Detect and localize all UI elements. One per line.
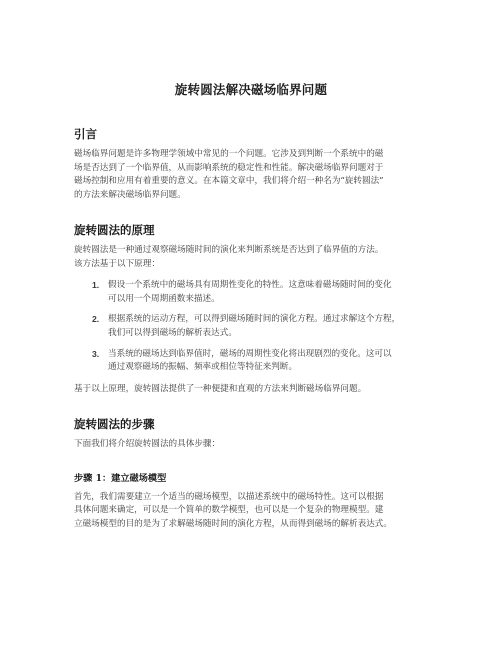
list-item-line: 可以用一个周期函数来描述。 (108, 293, 220, 304)
steps-section (74, 416, 444, 531)
principle-conclusion: 基于以上原理，旋转圆法提供了一种便捷和直观的方法来判断磁场临界问题。 (74, 383, 367, 394)
principle-section (74, 222, 444, 396)
list-item-line: 假设一个系统中的磁场具有周期性变化的特性。这意味着磁场随时间的变化 (108, 280, 392, 291)
list-number: 1. (92, 280, 100, 291)
document-title: 旋转圆法解决磁场临界问题 (174, 82, 328, 97)
step1-line: 首先，我们需要建立一个适当的磁场模型，以描述系统中的磁场特性。这可以根据 (74, 491, 384, 502)
principle-list (74, 279, 444, 375)
intro-line: 磁场临界问题是许多物理学领域中常见的一个问题。它涉及到判断一个系统中的磁 (74, 149, 384, 159)
intro-line: 的方法来解决磁场临界问题。 (74, 189, 186, 200)
principle-list-item (92, 348, 444, 375)
list-item-line: 我们可以得到磁场的解析表达式。 (108, 327, 237, 338)
steps-intro: 下面我们将介绍旋转圆法的具体步骤： (74, 439, 221, 449)
step1-line: 具体问题来确定，可以是一个简单的数学模型，也可以是一个复杂的物理模型。建 (74, 505, 384, 516)
step1-line: 立磁场模型的目的是为了求解磁场随时间的演化方程，从而得到磁场的解析表达式。 (74, 518, 392, 529)
steps-heading: 旋转圆法的步骤 (74, 417, 155, 431)
intro-heading: 引言 (74, 127, 97, 141)
principle-list-item (92, 279, 444, 306)
principle-intro-line: 该方法基于以下原理： (74, 258, 160, 269)
principle-intro-line: 旋转圆法是一种通过观察磁场随时间的演化来判断系统是否达到了临界值的方法。 (74, 245, 384, 255)
principle-list-item (92, 313, 444, 340)
intro-line: 场是否达到了一个临界值，从而影响系统的稳定性和性能。解决磁场临界问题对于 (74, 162, 384, 173)
list-item-line: 根据系统的运动方程，可以得到磁场随时间的演化方程。通过求解这个方程， (108, 314, 401, 325)
list-number: 2. (92, 314, 100, 325)
intro-line: 磁场控制和应用有着重要的意义。在本篇文章中，我们将介绍一种名为“旋转圆法” (74, 176, 384, 187)
list-item-line: 当系统的磁场达到临界值时，磁场的周期性变化将出现剧烈的变化。这可以 (108, 348, 392, 359)
step1-heading: 步骤 1：建立磁场模型 (74, 472, 167, 484)
list-number: 3. (92, 348, 100, 359)
principle-heading: 旋转圆法的原理 (74, 223, 155, 237)
list-item-line: 通过观察磁场的振幅、频率或相位等特征来判断。 (108, 362, 298, 373)
intro-section (74, 126, 444, 202)
